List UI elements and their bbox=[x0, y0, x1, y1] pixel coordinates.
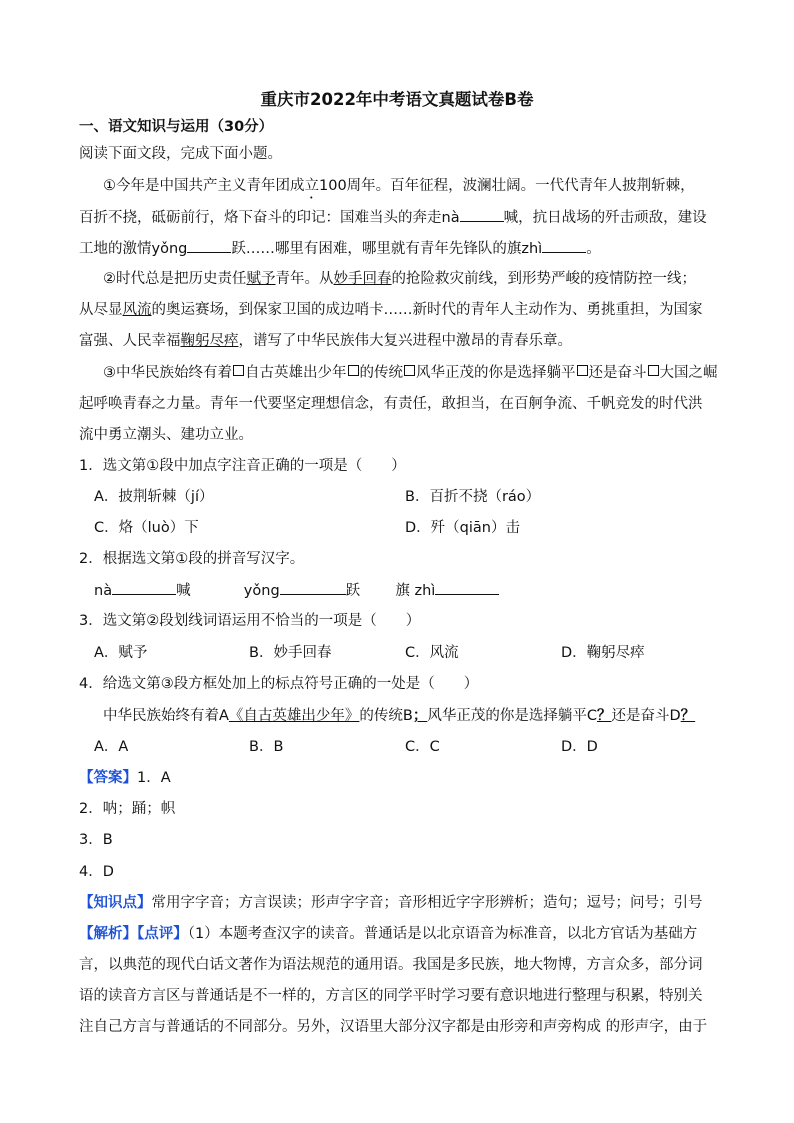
passage-p2-line1 bbox=[103, 269, 696, 289]
q3-option-b[interactable]: B．妙手回春 bbox=[249, 645, 332, 661]
pinyin-yong: yǒng bbox=[243, 583, 280, 599]
q4-sentence bbox=[103, 706, 695, 726]
text: 100周年。百年征程，波澜壮阔。一代代青年人披荆斩棘， bbox=[319, 178, 695, 194]
text: ②时代总是把历史责任 bbox=[103, 271, 247, 287]
text: 自古英雄出少年 bbox=[245, 365, 347, 381]
text: 的奥运赛场，到保家卫国的成边哨卡……新时代的青年人主动作为、勇挑重担，为国家 bbox=[151, 302, 703, 318]
answer-1: 1．A bbox=[137, 770, 171, 786]
text: 风华正茂的你是选择躺平 bbox=[416, 365, 576, 381]
text: 百折不挠，砥砺前行，烙下奋斗的印记：国难当头的奔走nà bbox=[79, 210, 460, 226]
knowledge-text: 常用字字音；方言误读；形声字字音；音形相近字字形辨析；造句；逗号；问号；引号 bbox=[151, 895, 703, 911]
punct-mark: ？ bbox=[680, 708, 696, 724]
question-4-stem: 4．给选文第③段方框处加上的标点符号正确的一处是（ ） bbox=[79, 676, 479, 692]
answer-4: 4．D bbox=[79, 864, 114, 880]
text: 的抢险救灾前线，到形势严峻的疫情防控一线； bbox=[391, 271, 696, 287]
analysis-line3: 语的读音方言区与普通话是不一样的，方言区的同学平时学习要有意识地进行整理与积累，特别关 bbox=[79, 988, 703, 1004]
underlined-word: 妙手回春 bbox=[333, 271, 392, 287]
punct-mark: ； bbox=[412, 708, 428, 724]
answer-blank-zhi[interactable] bbox=[435, 580, 499, 595]
q2-blanks-row bbox=[94, 580, 499, 601]
instruction: 阅读下面文段，完成下面小题。 bbox=[79, 146, 282, 162]
underlined-word: 鞠躬尽瘁 bbox=[180, 333, 239, 349]
passage-p3-line2: 起呼唤青春之力量。青年一代要坚定理想信念，有责任，敢担当，在百舸争流、千帆竞发的时代洪 bbox=[79, 396, 703, 412]
q4-option-b[interactable]: B．B bbox=[249, 739, 284, 755]
fill-blank-zhi[interactable] bbox=[542, 238, 586, 253]
punctuation-box bbox=[233, 365, 244, 376]
answer-blank-yong[interactable] bbox=[280, 580, 346, 595]
q4-option-c[interactable]: C．C bbox=[405, 739, 440, 755]
underlined-word: 风流 bbox=[122, 302, 152, 318]
char: 喊 bbox=[176, 583, 191, 599]
underlined-word: 赋予 bbox=[246, 271, 276, 287]
section-heading: 一、语文知识与运用（30分） bbox=[79, 119, 274, 135]
answer-blank-na[interactable] bbox=[112, 580, 176, 595]
text: 的传统 bbox=[359, 365, 403, 381]
text: 的传统B bbox=[359, 708, 413, 724]
analysis-label: 【解析】 bbox=[79, 926, 137, 942]
text: 大国之崛 bbox=[659, 365, 718, 381]
answer-row-1 bbox=[79, 768, 171, 788]
text: 跃……哪里有困难，哪里就有青年先锋队的旗zhì bbox=[231, 241, 543, 257]
char: 跃 bbox=[345, 583, 361, 599]
punctuation-box bbox=[648, 365, 659, 376]
answer-3: 3．B bbox=[79, 832, 113, 848]
dotted-char: 立 bbox=[304, 178, 319, 194]
q3-option-d[interactable]: D．鞠躬尽瘁 bbox=[561, 645, 645, 661]
passage-p1-line3 bbox=[79, 238, 601, 259]
punct-mark: ？ bbox=[597, 708, 612, 724]
passage-p1-line1 bbox=[103, 176, 695, 202]
text: 喊，抗日战场的歼击顽敌，建设 bbox=[503, 210, 707, 226]
q1-option-b[interactable]: B．百折不挠（ráo） bbox=[405, 489, 541, 505]
text: ①今年是中国共产主义青年团成 bbox=[103, 178, 305, 194]
text: 工地的激情yǒng bbox=[79, 241, 188, 257]
knowledge-label: 【知识点】 bbox=[79, 895, 152, 911]
comment-label: 【点评】 bbox=[137, 926, 188, 942]
fill-blank-yong[interactable] bbox=[187, 238, 231, 253]
passage-p3-line1 bbox=[103, 363, 718, 383]
page-title: 重庆市2022年中考语文真题试卷B卷 bbox=[260, 90, 534, 109]
analysis-line1 bbox=[79, 924, 697, 944]
passage-p3-line3: 流中勇立潮头、建功立业。 bbox=[79, 427, 253, 443]
analysis-line2: 言，以典范的现代白话文著作为语法规范的通用语。我国是多民族，地大物博，方言众多，部分词 bbox=[79, 957, 703, 973]
text: ，谱写了中华民族伟大复兴进程中激昂的青春乐章。 bbox=[238, 333, 572, 349]
passage-p1-line2 bbox=[79, 207, 707, 228]
question-2-stem: 2．根据选文第①段的拼音写汉字。 bbox=[79, 551, 305, 567]
underlined-title: 《自古英雄出少年》 bbox=[228, 708, 360, 724]
text: ③中华民族始终有着 bbox=[103, 365, 232, 381]
answer-2: 2．呐；踊；帜 bbox=[79, 801, 176, 817]
analysis-line4: 注自己方言与普通话的不同部分。另外，汉语里大部分汉字都是由形旁和声旁构成 的形声字，由于 bbox=[79, 1019, 708, 1035]
pinyin-na: nà bbox=[94, 583, 113, 599]
text: 风华正茂的你是选择躺平C bbox=[427, 708, 597, 724]
text: 富强、人民幸福 bbox=[79, 333, 181, 349]
q3-option-a[interactable]: A．赋予 bbox=[94, 645, 148, 661]
text: 从尽显 bbox=[79, 302, 123, 318]
q3-option-c[interactable]: C．风流 bbox=[405, 645, 459, 661]
q1-option-c[interactable]: C．烙（luò）下 bbox=[94, 520, 199, 536]
punctuation-box bbox=[577, 365, 588, 376]
text: 还是奋斗D bbox=[611, 708, 681, 724]
text: （1）本题考查汉字的读音。普通话是以北京语音为标准音，以北方官话为基础方 bbox=[187, 926, 698, 942]
q1-option-d[interactable]: D．歼（qiān）击 bbox=[405, 520, 520, 536]
pinyin-zhi: 旗 zhì bbox=[395, 583, 436, 599]
punctuation-box bbox=[348, 365, 359, 376]
text: 中华民族始终有着A bbox=[103, 708, 229, 724]
text: 还是奋斗 bbox=[588, 365, 647, 381]
passage-p2-line3 bbox=[79, 331, 572, 351]
question-3-stem: 3．选文第②段划线词语运用不恰当的一项是（ ） bbox=[79, 613, 421, 629]
question-1-stem: 1．选文第①段中加点字注音正确的一项是（ ） bbox=[79, 458, 406, 474]
punctuation-box bbox=[404, 365, 415, 376]
knowledge-points bbox=[79, 893, 703, 913]
passage-p2-line2 bbox=[79, 300, 703, 320]
answer-label: 【答案】 bbox=[79, 770, 137, 786]
text: 。 bbox=[586, 241, 601, 257]
q4-option-d[interactable]: D．D bbox=[561, 739, 598, 755]
q1-option-a[interactable]: A．披荆斩棘（jí） bbox=[94, 489, 214, 505]
fill-blank-na[interactable] bbox=[460, 207, 504, 222]
text: 青年。从 bbox=[275, 271, 334, 287]
q4-option-a[interactable]: A．A bbox=[94, 739, 129, 755]
